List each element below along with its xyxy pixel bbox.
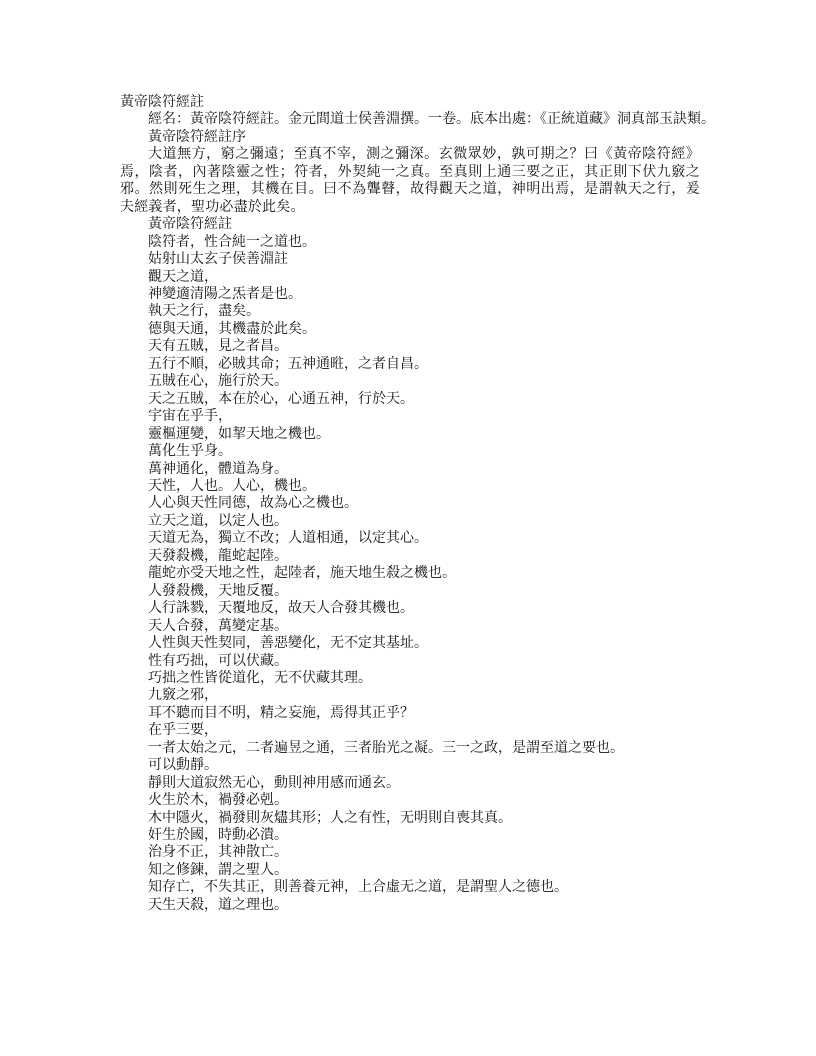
verse-line: 靈樞運變，如挈天地之機也。 [148,425,330,442]
verse-line: 天道无為，獨立不改；人道相通，以定其心。 [148,530,428,547]
verse-line: 九竅之邪， [148,687,218,704]
verse-line: 人心與天性同德，故為心之機也。 [148,495,358,512]
verse-line: 天人合發，萬變定基。 [148,617,288,634]
verse-line: 性有巧拙，可以伏藏。 [148,652,288,669]
verse-line: 神變適清陽之炁者是也。 [148,285,302,302]
verse-line: 天之五賊，本在於心，心通五神，行於天。 [148,390,414,407]
verse-line: 木中隱火，禍發則灰燼其形；人之有性，无明則自喪其真。 [148,809,512,826]
verse-line: 巧拙之性皆從道化，无不伏藏其理。 [148,669,372,686]
verse-line: 執天之行，盡矣。 [148,303,260,320]
verse-line: 宇宙在乎手， [148,408,232,425]
verse-line: 治身不正，其神散亡。 [148,844,288,861]
preface-title: 黃帝陰符經註序 [148,128,246,145]
verse-line: 人行誅戮，天覆地反，故天人合發其機也。 [148,600,414,617]
verse-line: 一者太始之元，二者遍昱之通，三者胎光之凝。三一之政，是謂至道之要也。 [148,739,624,756]
verse-line: 德與天通，其機盡於此矣。 [148,320,316,337]
verse-line: 立天之道，以定人也。 [148,512,288,529]
verse-line: 天生天殺，道之理也。 [148,896,288,913]
verse-line: 龍蛇亦受天地之性，起陸者，施天地生殺之機也。 [148,565,456,582]
verse-line: 五賊在心，施行於天。 [148,373,288,390]
verse-line: 人性與天性契同，善惡變化，无不定其基址。 [148,635,428,652]
verse-line: 耳不聽而目不明，精之妄施，焉得其正乎？ [148,704,414,721]
verse-line: 萬神通化，體道為身。 [148,460,288,477]
verse-line: 天性，人也。人心，機也。 [148,477,316,494]
verse-line: 天有五賊，見之者昌。 [148,338,288,355]
verse-line: 五行不順，必賊其命；五神通暀，之者自昌。 [148,355,428,372]
document-page [120,94,715,914]
verse-line: 陰符者，性合純一之道也。 [148,233,316,250]
verse-line: 奸生於國，時動必潰。 [148,827,288,844]
verse-line: 姑射山太玄子侯善淵註 [148,251,288,268]
verse-line: 知存亡，不失其正，則善養元神，上合虛无之道，是謂聖人之德也。 [148,879,568,896]
verse-line: 觀天之道， [148,268,218,285]
verse-list [120,234,700,915]
catalog-entry: 經名：黃帝陰符經註。金元間道士侯善淵撰。一卷。底本出處：《正統道藏》洞真部玉訣類。 [148,111,715,128]
verse-line: 人發殺機，天地反覆。 [148,582,288,599]
verse-line: 天發殺機，龍蛇起陸。 [148,547,288,564]
verse-line: 靜則大道寂然无心，動則神用感而通玄。 [148,774,400,791]
verse-line: 萬化生乎身。 [148,443,232,460]
verse-line: 可以動靜。 [148,757,218,774]
document-title: 黃帝陰符經註 [120,94,204,110]
verse-line: 在乎三要， [148,722,218,739]
verse-line: 火生於木，禍發必剋。 [148,792,288,809]
section-title: 黃帝陰符經註 [148,216,232,233]
verse-line: 知之修鍊，謂之聖人。 [148,861,288,878]
preface-paragraph: 大道無方，窮之彌遠；至真不宰，測之彌深。玄微眾妙，孰可期之？曰《黃帝陰符經》焉，陰者，內著陰靈之性；符者，外契純一之真。至真則上通三要之正，其正則下伏九竅之邪。然則死生之理，其機在目。曰不為聾瞽，故得觀天之道，神明出焉，是謂執天之行，爰夫經義者，聖功必盡於此矣。 [120,146,700,215]
